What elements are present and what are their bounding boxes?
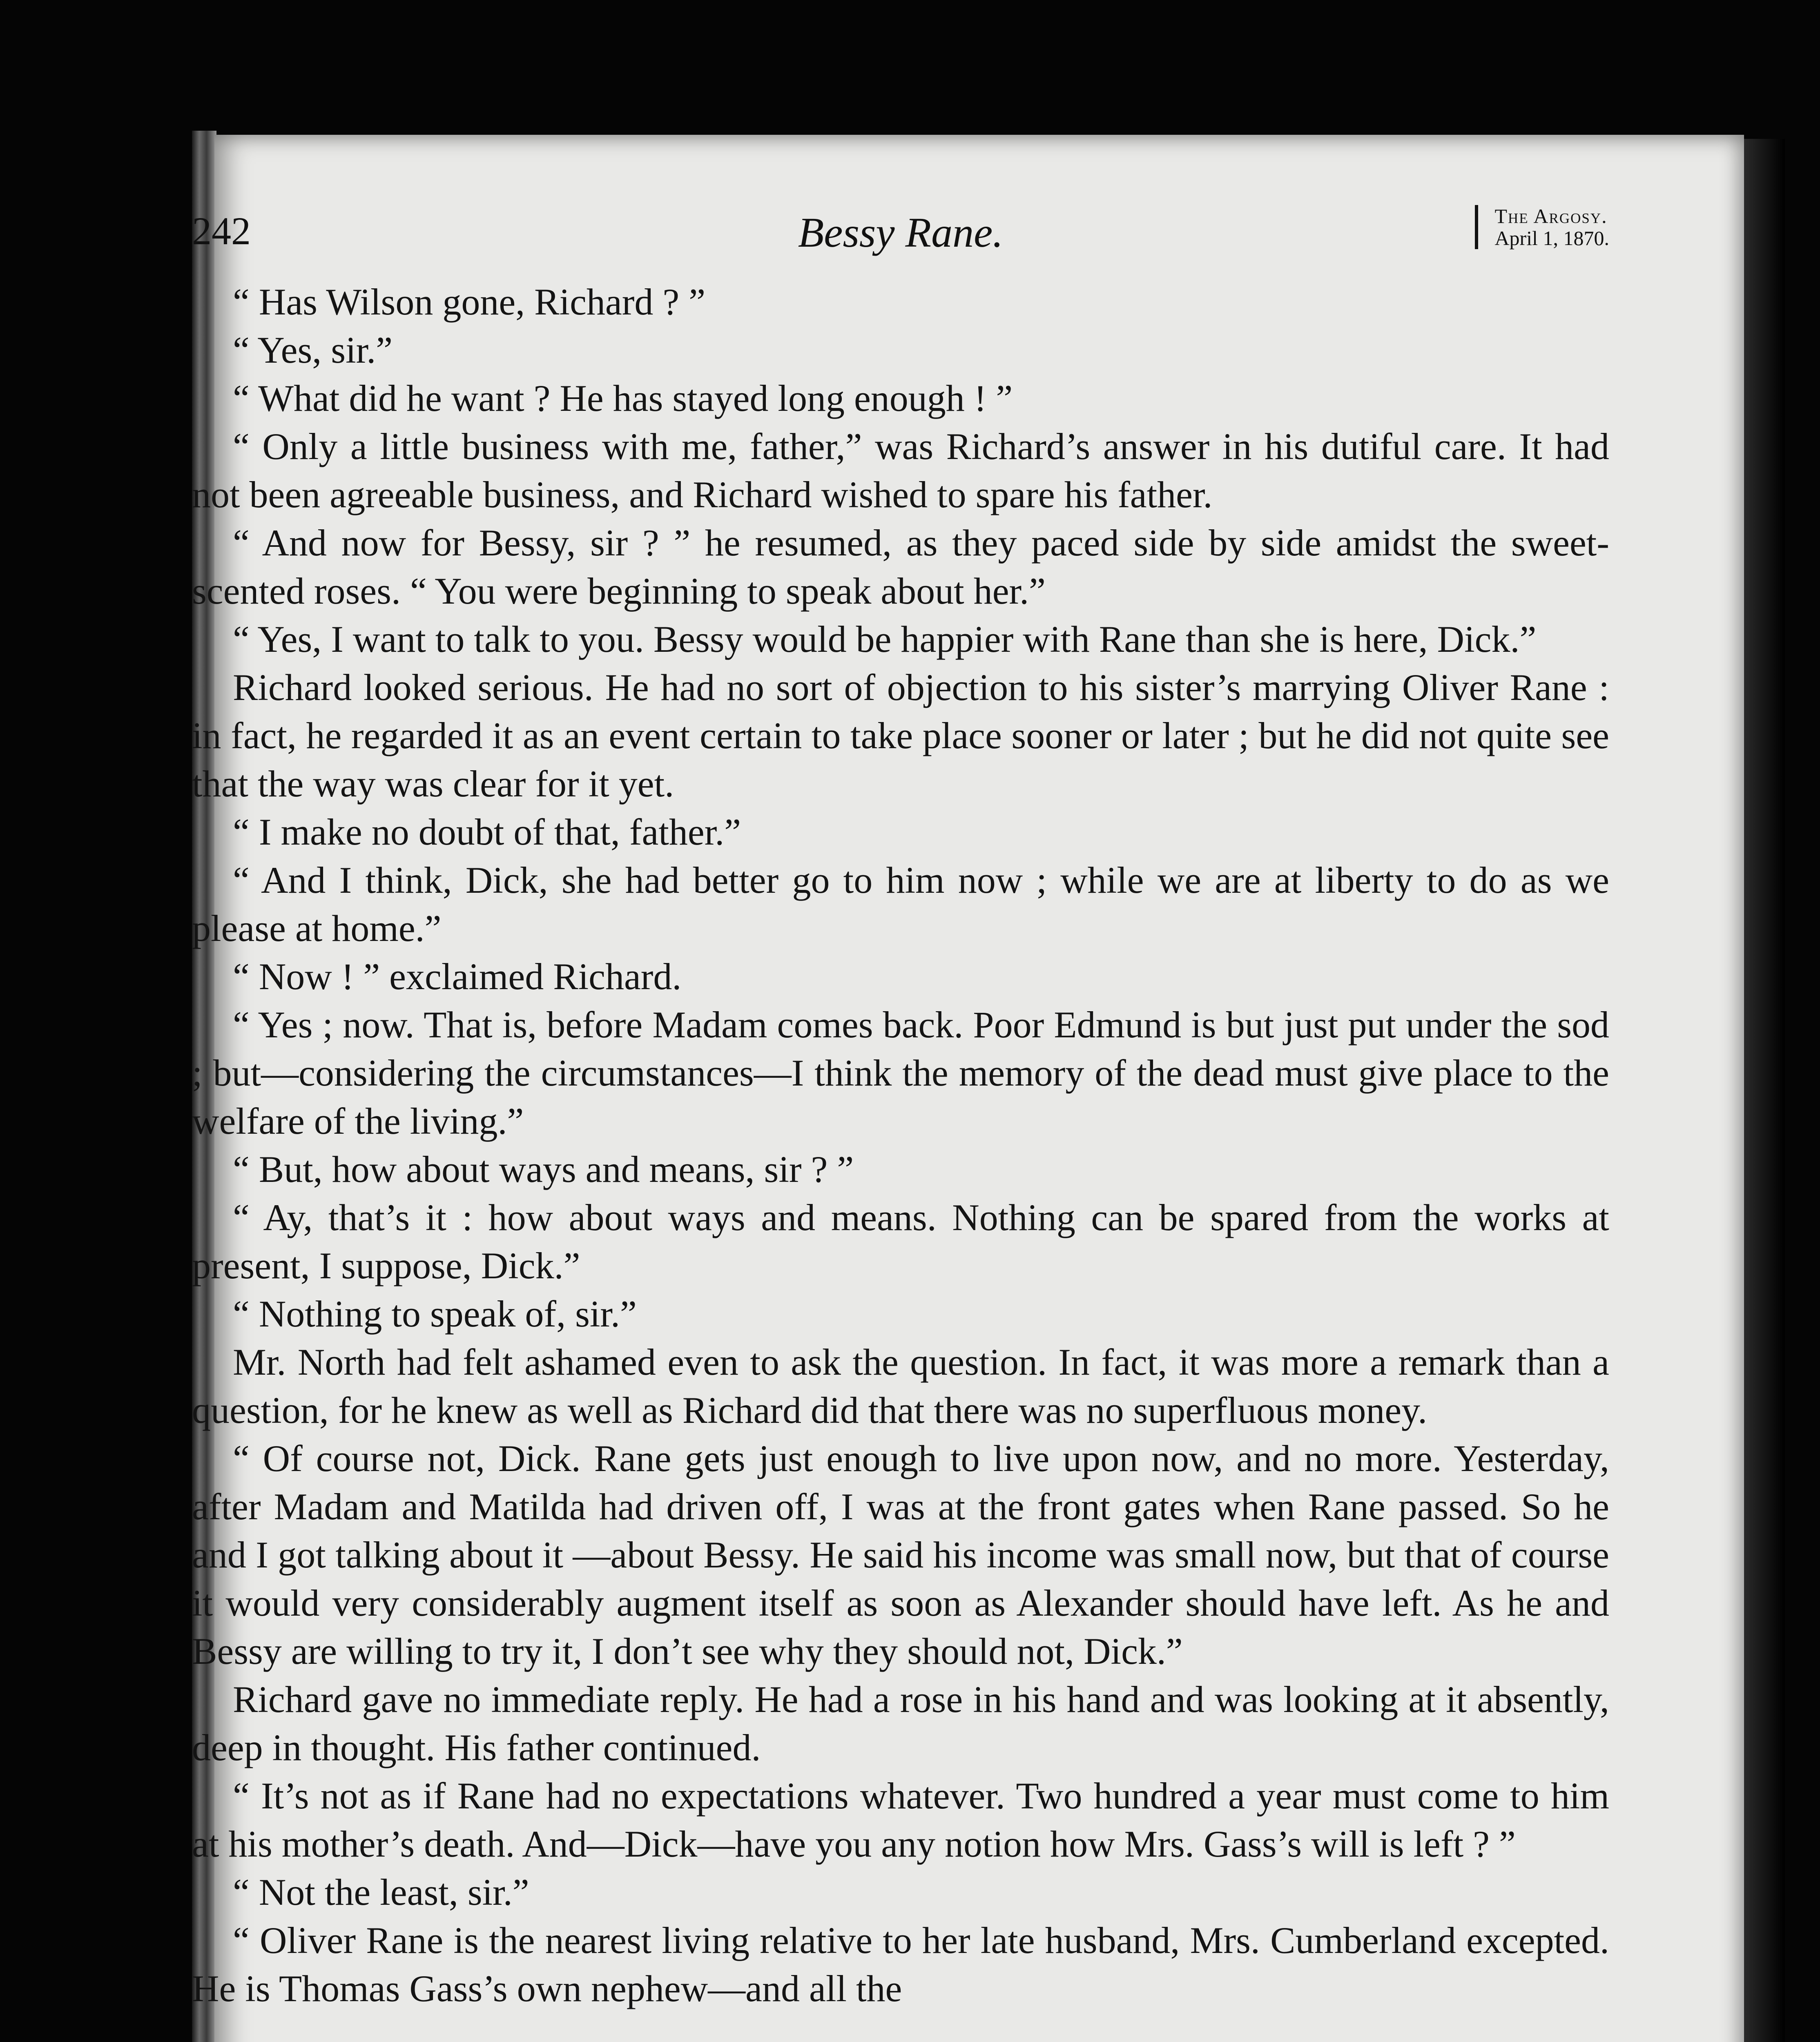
paragraph: “ And I think, Dick, she had better go to him now ; while we are at liberty to do as we please at home.”	[192, 859, 1609, 949]
paragraph: “ Yes ; now. That is, before Madam comes back. Poor Edmund is but just put under the sod ; but—considering the circumstances—I think the memory of the dead must give place to the welfare of the living.”	[192, 1004, 1609, 1142]
paragraph: “ Yes, I want to talk to you. Bessy would be happier with Rane than she is here, Dick.”	[233, 618, 1537, 660]
paragraph: “ It’s not as if Rane had no expectations whatever. Two hundred a year must come to him at his mother’s death. And—Dick—have you any notion how Mrs. Gass’s will is left ? ”	[192, 1775, 1609, 1865]
paragraph: “ But, how about ways and means, sir ? ”	[233, 1148, 854, 1190]
paragraph: Richard gave no immediate reply. He had a rose in his hand and was looking at it absently, deep in thought. His father continued.	[192, 1679, 1609, 1768]
paragraph: “ I make no doubt of that, father.”	[233, 811, 741, 853]
paragraph: “ Only a little business with me, father,” was Richard’s answer in his dutiful care. It had not been agreeable business, and Richard wished to spare his father.	[192, 426, 1609, 515]
body-text	[192, 278, 1609, 2013]
paragraph: “ Of course not, Dick. Rane gets just enough to live upon now, and no more. Yesterday, after Madam and Matilda had driven off, I was at the front gates when Rane passed. So he and I got talking about it —about Bessy. He said his income was small now, but that of course it would very considerably augment itself as soon as Alexander should have left. As he and Bessy are willing to try it, I don’t see why they should not, Dick.”	[192, 1438, 1609, 1672]
publication-name: The Argosy.	[1494, 205, 1608, 227]
paragraph: “ Nothing to speak of, sir.”	[233, 1293, 637, 1335]
paragraph: “ Oliver Rane is the nearest living relative to her late husband, Mrs. Cumberland excepted. He is Thomas Gass’s own nephew—and all the	[192, 1919, 1609, 2009]
paragraph: “ What did he want ? He has stayed long enough ! ”	[233, 377, 1013, 419]
paragraph: “ Not the least, sir.”	[233, 1871, 529, 1913]
book-gutter-shadow	[1744, 139, 1785, 2042]
paragraph: “ And now for Bessy, sir ? ” he resumed, as they paced side by side amidst the sweet-scented roses. “ You were beginning to speak about her.”	[192, 522, 1609, 612]
paragraph: Mr. North had felt ashamed even to ask the question. In fact, it was more a remark than a question, for he knew as well as Richard did that there was no superfluous money.	[192, 1341, 1609, 1431]
issue-note	[1475, 205, 1609, 249]
paragraph: Richard looked serious. He had no sort of objection to his sister’s marrying Oliver Rane : in fact, he regarded it as an event certain to take place sooner or later ; but he did not quite see that the way was clear for it yet.	[192, 667, 1609, 805]
running-title: Bessy Rane.	[798, 209, 1004, 256]
page-header	[192, 200, 1609, 261]
paragraph: “ Ay, that’s it : how about ways and means. Nothing can be spared from the works at present, I suppose, Dick.”	[192, 1197, 1609, 1286]
paragraph: “ Yes, sir.”	[233, 329, 393, 371]
paragraph: “ Now ! ” exclaimed Richard.	[233, 956, 682, 997]
issue-date: April 1, 1870.	[1494, 227, 1609, 250]
page-number: 242	[192, 209, 251, 253]
paragraph: “ Has Wilson gone, Richard ? ”	[233, 281, 706, 323]
